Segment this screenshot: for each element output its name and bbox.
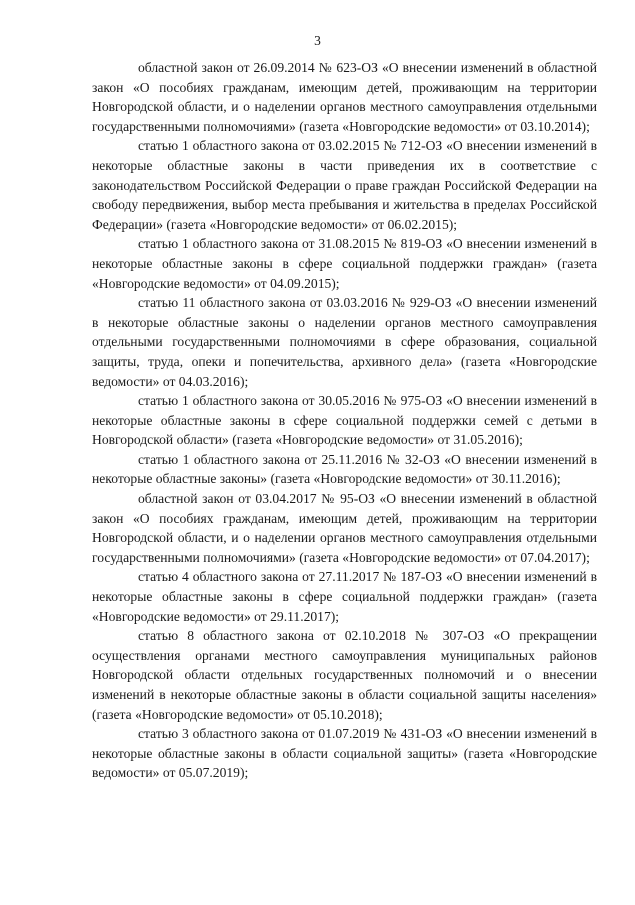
paragraph-929-oz: статью 11 областного закона от 03.03.2016 № 929-ОЗ «О внесении изменений в некоторые областные законы о наделении органов местного самоуправления отдельными государственными полномочиями в сфере образования, социальной защиты, труда, опеки и попечительства, архивного дела» (газета «Новгородские ведомости» от 04.03.2016); [92, 295, 597, 389]
paragraph-307-oz: статью 8 областного закона от 02.10.2018 № 307-ОЗ «О прекращении осуществления органами местного самоуправления муниципальных районов Новгородской области отдельных государственных полномочий и о внесении изменений в некоторые областные законы в области социальной защиты населения» (газета «Новгородские ведомости» от 05.10.2018); [92, 628, 597, 722]
paragraph-187-oz: статью 4 областного закона от 27.11.2017 № 187-ОЗ «О внесении изменений в некоторые областные законы в сфере социальной поддержки граждан» (газета «Новгородские ведомости» от 29.11.2017); [92, 569, 597, 624]
body-text [92, 58, 597, 783]
paragraph-431-oz: статью 3 областного закона от 01.07.2019 № 431-ОЗ «О внесении изменений в некоторые областные законы в области социальной защиты» (газета «Новгородские ведомости» от 05.07.2019); [92, 726, 597, 781]
paragraph-819-oz: статью 1 областного закона от 31.08.2015 № 819-ОЗ «О внесении изменений в некоторые областные законы в сфере социальной поддержки граждан» (газета «Новгородские ведомости» от 04.09.2015); [92, 236, 597, 291]
paragraph-623-oz: областной закон от 26.09.2014 № 623-ОЗ «О внесении изменений в областной закон «О пособиях гражданам, имеющим детей, проживающим на территории Новгородской области, и о наделении органов местного самоуправления отдельными государственными полномочиями» (газета «Новгородские ведомости» от 03.10.2014); [92, 60, 597, 134]
paragraph-712-oz: статью 1 областного закона от 03.02.2015 № 712-ОЗ «О внесении изменений в некоторые областные законы в части приведения их в соответствие с законодательством Российской Федерации о праве граждан Российской Федерации на свободу передвижения, выбор места пребывания и жительства в пределах Российской Федерации» (газета «Новгородские ведомости» от 06.02.2015); [92, 138, 597, 232]
paragraph-975-oz: статью 1 областного закона от 30.05.2016 № 975-ОЗ «О внесении изменений в некоторые областные законы в сфере социальной поддержки семей с детьми в Новгородской области» (газета «Новгородские ведомости» от 31.05.2016); [92, 393, 597, 448]
paragraph-95-oz: областной закон от 03.04.2017 № 95-ОЗ «О внесении изменений в областной закон «О пособиях гражданам, имеющим детей, проживающим на территории Новгородской области, и о наделении органов местного самоуправления отдельными государственными полномочиями» (газета «Новгородские ведомости» от 07.04.2017); [92, 491, 597, 565]
page-number: 3 [314, 33, 321, 48]
paragraph-32-oz: статью 1 областного закона от 25.11.2016 № 32-ОЗ «О внесении изменений в некоторые областные законы» (газета «Новгородские ведомости» от 30.11.2016); [92, 451, 597, 487]
